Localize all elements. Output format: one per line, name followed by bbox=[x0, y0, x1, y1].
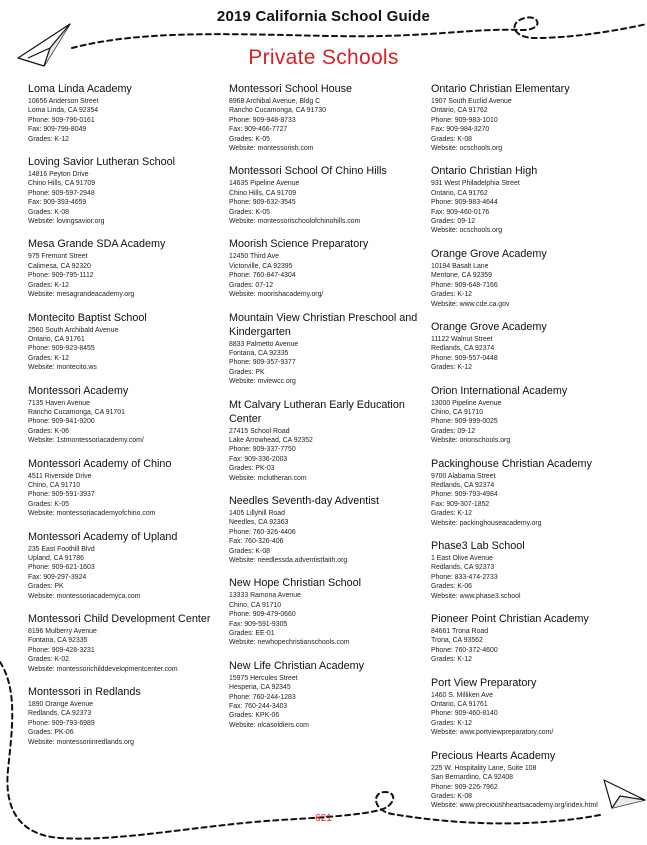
school-name: Ontario Christian Elementary bbox=[431, 83, 570, 95]
school-entry bbox=[229, 576, 429, 647]
school-detail: Phone: 909-793-4984 bbox=[431, 491, 498, 499]
school-website: Website: ocschools.org bbox=[431, 145, 503, 153]
school-detail: Phone: 760-244-1283 bbox=[229, 693, 296, 701]
school-entry bbox=[229, 494, 429, 565]
school-detail: Rancho Cucamonga, CA 91730 bbox=[229, 107, 326, 115]
school-detail: 27415 School Road bbox=[229, 427, 290, 435]
school-name: Orange Grove Academy bbox=[431, 320, 547, 333]
school-name: Loma Linda Academy bbox=[28, 83, 132, 95]
school-detail: Fax: 909-460-0176 bbox=[431, 208, 490, 216]
school-detail: Grades: K-12 bbox=[28, 281, 69, 289]
school-website: Website: moorishacademy.org/ bbox=[229, 291, 324, 299]
school-name: Packinghouse Christian Academy bbox=[431, 457, 592, 470]
school-detail: Victorville, CA 92395 bbox=[229, 262, 293, 270]
school-website: Website: mviewcc.org bbox=[229, 378, 296, 386]
school-detail: Grades: 07-12 bbox=[229, 281, 274, 289]
school-name: Montecito Baptist School bbox=[28, 311, 147, 324]
school-name: Ontario Christian High bbox=[431, 165, 538, 178]
school-detail: 1460 S. Milliken Ave bbox=[431, 691, 493, 699]
school-name: Needles Seventh-day Adventist bbox=[229, 494, 380, 507]
school-detail: Hesperia, CA 92345 bbox=[229, 684, 291, 692]
school-website: Website: lovingsavior.org bbox=[28, 218, 105, 226]
school-detail: Phone: 909-796-0161 bbox=[28, 116, 95, 124]
school-detail: 15975 Hercules Street bbox=[229, 674, 298, 682]
school-entry bbox=[28, 384, 228, 446]
school-detail: Rancho Cucamonga, CA 91701 bbox=[28, 408, 125, 416]
school-detail: Fax: 760-244-3403 bbox=[229, 703, 288, 711]
school-detail: 11122 Walnut Street bbox=[431, 335, 493, 343]
school-name: Montessori Academy of Chino bbox=[28, 457, 172, 470]
school-website: Website: packinghouseacademy.org bbox=[431, 519, 542, 527]
school-detail: 1 East Olive Avenue bbox=[431, 555, 493, 562]
school-entry bbox=[431, 82, 641, 153]
school-detail: Phone: 909-923-8455 bbox=[28, 345, 95, 353]
school-detail: 13333 Ramona Avenue bbox=[229, 592, 301, 600]
school-detail: Grades: K-08 bbox=[28, 208, 69, 216]
school-detail: 10194 Basalt Lane bbox=[431, 262, 489, 270]
school-detail: Phone: 909-357-9377 bbox=[229, 359, 296, 367]
school-entry bbox=[229, 164, 429, 226]
school-entry bbox=[229, 237, 429, 299]
school-detail: Grades: K-05 bbox=[229, 135, 270, 143]
school-website: Website: needlessda.adventistfaith.org bbox=[229, 557, 348, 564]
school-detail: Fax: 909-799-8049 bbox=[28, 126, 87, 134]
school-detail: Chino Hills, CA 91709 bbox=[28, 180, 96, 188]
school-detail: Phone: 909-983-4644 bbox=[431, 199, 498, 207]
school-detail: 8968 Archibal Avenue, Bldg C bbox=[229, 98, 321, 105]
school-detail: Grades: K-06 bbox=[28, 427, 69, 435]
school-detail: Needles, CA 92363 bbox=[229, 519, 289, 527]
school-detail: Redlands, CA 92374 bbox=[431, 345, 495, 353]
school-detail: Phone: 909-999-0025 bbox=[431, 418, 498, 426]
school-entry bbox=[28, 530, 228, 601]
school-entry bbox=[229, 659, 429, 730]
school-detail: 10656 Anderson Street bbox=[28, 98, 99, 105]
school-detail: Phone: 760-326-4406 bbox=[229, 528, 296, 536]
school-detail: 235 East Foothill Blvd bbox=[28, 545, 95, 553]
school-name: Orange Grove Academy bbox=[431, 247, 547, 260]
school-name: Mt Calvary Lutheran Early Education Center bbox=[229, 398, 405, 425]
school-detail: Grades: KPK-06 bbox=[229, 712, 280, 720]
school-name: Orion International Academy bbox=[431, 384, 568, 397]
school-entry bbox=[28, 311, 228, 373]
school-website: Website: www.precioushheartsacademy.org/index.html bbox=[431, 802, 598, 810]
school-entry bbox=[229, 82, 429, 153]
school-entry bbox=[229, 311, 429, 387]
school-name: Montessori School House bbox=[229, 83, 353, 95]
school-detail: 84661 Trona Road bbox=[431, 628, 489, 636]
school-detail: 1907 South Euclid Avenue bbox=[431, 98, 512, 105]
school-website: Website: orionschools.org bbox=[431, 437, 511, 445]
school-website: Website: newhopechristianschools.com bbox=[229, 639, 350, 647]
school-detail: Calimesa, CA 92320 bbox=[28, 262, 91, 270]
school-detail: Grades: PK bbox=[28, 583, 64, 591]
school-detail: Grades: PK bbox=[229, 368, 265, 376]
school-list-column-2 bbox=[229, 82, 429, 741]
school-detail: Phone: 760-372-4600 bbox=[431, 646, 498, 654]
school-detail: Phone: 909-557-0448 bbox=[431, 354, 498, 362]
school-entry bbox=[431, 749, 641, 811]
school-entry bbox=[431, 320, 641, 373]
school-detail: Grades: K-08 bbox=[431, 135, 472, 143]
school-detail: Grades: K-12 bbox=[28, 354, 69, 362]
school-detail: Phone: 909-591-3937 bbox=[28, 491, 95, 499]
school-website: Website: www.cde.ca.gov bbox=[431, 300, 510, 308]
school-detail: Lake Arrowhead, CA 92352 bbox=[229, 436, 313, 444]
school-detail: Phone: 909-226-7962 bbox=[431, 783, 498, 791]
school-detail: Phone: 909-337-7750 bbox=[229, 446, 296, 454]
school-detail: 8196 Mulberry Avenue bbox=[28, 628, 97, 636]
school-detail: Redlands, CA 92373 bbox=[431, 564, 495, 572]
school-detail: Mentone, CA 92359 bbox=[431, 272, 492, 280]
school-detail: Grades: K-12 bbox=[431, 510, 472, 518]
school-detail: Phone: 909-460-8140 bbox=[431, 710, 498, 718]
school-website: Website: montessorish.com bbox=[229, 145, 314, 153]
school-detail: Fax: 760-326-406 bbox=[229, 538, 284, 546]
school-detail: Grades: 09-12 bbox=[431, 427, 476, 435]
school-detail: Grades: EE-01 bbox=[229, 630, 275, 638]
school-detail: Redlands, CA 92374 bbox=[431, 481, 495, 489]
school-entry bbox=[431, 164, 641, 235]
school-entry bbox=[28, 237, 228, 299]
school-detail: Grades: K-05 bbox=[229, 208, 270, 216]
school-detail: Phone: 909-632-3545 bbox=[229, 199, 296, 207]
school-website: Website: montessorischoolofchinohills.com bbox=[229, 218, 361, 226]
school-detail: Loma Linda, CA 92354 bbox=[28, 107, 99, 115]
school-name: Montessori School Of Chino Hills bbox=[229, 165, 387, 178]
school-list-column-3 bbox=[431, 82, 641, 822]
school-detail: Phone: 909-793-6989 bbox=[28, 719, 95, 727]
school-detail: Fontana, CA 92335 bbox=[28, 637, 88, 645]
school-entry bbox=[28, 685, 228, 747]
school-name: Moorish Science Preparatory bbox=[229, 238, 369, 251]
school-detail: Fontana, CA 92335 bbox=[229, 349, 289, 357]
school-detail: 931 West Philadelphia Street bbox=[431, 180, 520, 188]
school-detail: Fax: 909-307-1852 bbox=[431, 500, 490, 508]
school-website: Website: ocschools.org bbox=[431, 227, 503, 235]
school-detail: Grades: 09-12 bbox=[431, 218, 476, 226]
school-detail: Ontario, CA 91762 bbox=[431, 107, 488, 115]
school-detail: Grades: K-12 bbox=[431, 291, 472, 299]
school-detail: Grades: K-12 bbox=[431, 364, 472, 372]
school-entry bbox=[28, 82, 228, 144]
school-detail: Chino, CA 91710 bbox=[229, 601, 282, 609]
school-website: Website: nlcasoldiers.com bbox=[229, 721, 309, 729]
school-name: Montessori in Redlands bbox=[28, 686, 141, 699]
school-detail: Grades: PK-03 bbox=[229, 465, 275, 473]
school-detail: Ontario, CA 91761 bbox=[431, 701, 488, 709]
school-entry bbox=[431, 384, 641, 446]
school-detail: Fax: 909-984-3270 bbox=[431, 126, 490, 134]
school-detail: Upland, CA 91786 bbox=[28, 555, 84, 562]
school-detail: Grades: K-02 bbox=[28, 656, 69, 664]
school-entry bbox=[28, 155, 228, 226]
school-detail: 13000 Pipeline Avenue bbox=[431, 399, 502, 407]
school-entry bbox=[431, 676, 641, 738]
school-website: Website: montecito.ws bbox=[28, 364, 97, 372]
school-detail: Phone: 909-479-0660 bbox=[229, 611, 296, 619]
school-detail: Grades: K-08 bbox=[229, 547, 270, 555]
school-detail: 1890 Orange Avenue bbox=[28, 701, 94, 709]
school-entry bbox=[431, 457, 641, 528]
page-number: 621 bbox=[315, 813, 332, 824]
school-detail: Phone: 909-795-1112 bbox=[28, 272, 94, 280]
school-list-column-1 bbox=[28, 82, 228, 758]
school-detail: 7135 Haven Avenue bbox=[28, 399, 90, 407]
school-detail: San Bernardino, CA 92408 bbox=[431, 774, 513, 782]
school-detail: Grades: K-12 bbox=[431, 656, 472, 664]
school-detail: Phone: 909-428-3231 bbox=[28, 646, 95, 654]
school-detail: 12450 Third Ave bbox=[229, 253, 279, 261]
school-website: Website: 1stmontessoriacademy.com/ bbox=[28, 437, 144, 445]
school-detail: Chino, CA 91710 bbox=[431, 408, 484, 416]
school-detail: Phone: 909-983-1010 bbox=[431, 116, 498, 124]
school-detail: 4511 Riverside Drive bbox=[28, 472, 92, 480]
school-entry bbox=[28, 457, 228, 519]
school-detail: Grades: K-08 bbox=[431, 792, 472, 800]
school-detail: 14816 Peyton Drive bbox=[28, 171, 89, 179]
school-detail: Phone: 909-597-2948 bbox=[28, 189, 95, 197]
school-detail: Chino Hills, CA 91709 bbox=[229, 189, 297, 197]
school-name: New Life Christian Academy bbox=[229, 659, 365, 672]
school-name: Loving Savior Lutheran School bbox=[28, 156, 176, 169]
section-title: Private Schools bbox=[248, 46, 399, 69]
school-detail: Grades: K-06 bbox=[431, 583, 472, 591]
school-detail: Fax: 909-591-9305 bbox=[229, 620, 288, 628]
school-website: Website: montessoriinredlands.org bbox=[28, 738, 134, 746]
school-website: Website: www.portviewpreparatory.com/ bbox=[431, 729, 554, 737]
school-name: Montessori Academy bbox=[28, 384, 129, 397]
school-entry bbox=[431, 247, 641, 309]
school-detail: Grades: PK-06 bbox=[28, 729, 74, 737]
school-name: Mountain View Christian Preschool and Kindergarten bbox=[229, 311, 418, 338]
school-name: Port View Preparatory bbox=[431, 676, 537, 689]
school-detail: Grades: K-05 bbox=[28, 500, 69, 508]
school-detail: 2560 South Archibald Avenue bbox=[28, 326, 119, 334]
school-website: Website: montessoriacademyofchino.com bbox=[28, 510, 156, 518]
school-detail: 14635 Pipeline Avenue bbox=[229, 180, 300, 188]
school-entry bbox=[229, 398, 429, 483]
school-detail: 9700 Alabama Street bbox=[431, 472, 496, 480]
school-detail: Phone: 760-847-4304 bbox=[229, 272, 296, 280]
school-detail: Redlands, CA 92373 bbox=[28, 710, 92, 718]
school-detail: Trona, CA 93562 bbox=[431, 637, 483, 645]
guide-title: 2019 California School Guide bbox=[216, 8, 431, 25]
school-detail: 1405 Lillyhill Road bbox=[229, 509, 285, 517]
school-entry bbox=[431, 539, 641, 601]
school-detail: 8833 Palmetto Avenue bbox=[229, 340, 299, 348]
school-detail: Fax: 909-393-4659 bbox=[28, 199, 87, 207]
school-website: Website: mclutheran.com bbox=[229, 474, 307, 482]
school-name: Precious Hearts Academy bbox=[431, 749, 556, 762]
school-name: Phase3 Lab School bbox=[431, 540, 525, 552]
school-name: Montessori Child Development Center bbox=[28, 613, 211, 626]
school-website: Website: montessoriacademyca.com bbox=[28, 592, 141, 600]
school-detail: Grades: K-12 bbox=[431, 719, 472, 727]
school-name: Pioneer Point Christian Academy bbox=[431, 613, 589, 626]
school-name: New Hope Christian School bbox=[229, 577, 362, 590]
school-detail: Ontario, CA 91761 bbox=[28, 335, 85, 343]
school-name: Montessori Academy of Upland bbox=[28, 530, 178, 543]
school-entry bbox=[28, 612, 228, 674]
school-detail: Phone: 909-941-9200 bbox=[28, 418, 95, 426]
school-entry bbox=[431, 612, 641, 665]
school-website: Website: montessorichilddevelopmentcenter.com bbox=[28, 665, 178, 673]
school-detail: Chino, CA 91710 bbox=[28, 481, 81, 489]
school-detail: Fax: 909-466-7727 bbox=[229, 126, 288, 134]
school-detail: Fax: 909-297-3924 bbox=[28, 573, 87, 581]
school-detail: 225 W. Hospitality Lane, Suite 108 bbox=[431, 764, 537, 772]
school-detail: 975 Fremont Street bbox=[28, 253, 88, 261]
school-detail: Phone: 833-474-2733 bbox=[431, 573, 498, 581]
school-detail: Ontario, CA 91762 bbox=[431, 189, 488, 197]
school-detail: Grades: K-12 bbox=[28, 135, 69, 143]
school-name: Mesa Grande SDA Academy bbox=[28, 238, 166, 251]
school-detail: Phone: 909-948-8733 bbox=[229, 116, 296, 124]
school-detail: Fax: 909-336-2003 bbox=[229, 455, 288, 463]
school-detail: Phone: 909-648-7166 bbox=[431, 281, 498, 289]
school-detail: Phone: 909-621-1603 bbox=[28, 564, 95, 572]
school-website: Website: www.phase3.school bbox=[431, 592, 521, 600]
school-website: Website: mesagrandeacademy.org bbox=[28, 291, 135, 299]
